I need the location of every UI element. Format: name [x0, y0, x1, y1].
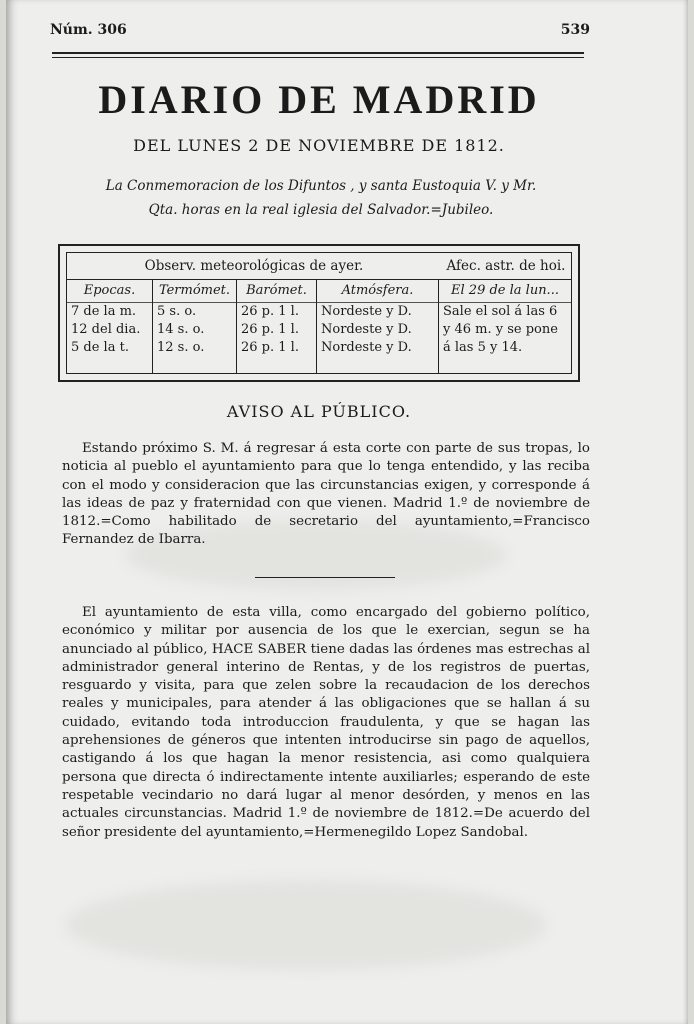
table-cell: 12 del dia.	[71, 322, 141, 337]
column-astro: El 29 de la lun... Sale el sol á las 6 y 46 m. y se pone á las 5 y 14.	[439, 280, 571, 374]
aviso-heading: AVISO AL PÚBLICO.	[226, 402, 412, 421]
table-cell: 5 de la t.	[71, 340, 129, 355]
saints-line-1: La Conmemoracion de los Difuntos , y santa Eustoquia V. y Mr.	[105, 178, 537, 194]
table-cell: 7 de la m.	[71, 304, 137, 319]
table-cell: 26 p. 1 l.	[241, 322, 299, 337]
astro-title: Afec. astr. de hoi.	[446, 258, 566, 274]
header-rule	[52, 52, 584, 58]
table-cell: á las 5 y 14.	[443, 340, 523, 355]
table-cell: Nordeste y D.	[321, 340, 412, 355]
table-cell: 14 s. o.	[157, 322, 205, 337]
issue-number: Núm. 306	[50, 22, 127, 38]
weather-title: Observ. meteorológicas de ayer.	[144, 258, 364, 274]
table-cell: 12 s. o.	[157, 340, 205, 355]
column-termometro: Termómet. 5 s. o. 14 s. o. 12 s. o.	[153, 280, 237, 374]
column-epocas: Epocas. 7 de la m. 12 del dia. 5 de la t.	[67, 280, 153, 374]
table-cell: Nordeste y D.	[321, 322, 412, 337]
column-barometro: Barómet. 26 p. 1 l. 26 p. 1 l. 26 p. 1 l.	[237, 280, 317, 374]
table-cell: Nordeste y D.	[321, 304, 412, 319]
column-atmosfera: Atmósfera. Nordeste y D. Nordeste y D. Nordeste y D.	[317, 280, 439, 374]
table-cell: 5 s. o.	[157, 304, 197, 319]
newspaper-title: DIARIO DE MADRID	[98, 77, 540, 122]
newspaper-page	[6, 0, 688, 1024]
issue-date: DEL LUNES 2 DE NOVIEMBRE DE 1812.	[133, 136, 505, 155]
page-number: 539	[560, 22, 590, 38]
saints-line-2: Qta. horas en la real iglesia del Salvador.=Jubileo.	[148, 202, 494, 218]
weather-table	[58, 244, 580, 382]
table-cell: Sale el sol á las 6	[443, 304, 558, 319]
page-header	[50, 22, 590, 38]
notice-paragraph: El ayuntamiento de esta villa, como encargado del gobierno político, económico y militar por ausencia de los que le exercian, segun se ha anunciado al público, HACE SABER tiene dadas las órdenes mas estrechas al administrador general interino de Rentas, y de los registros de puertas, resguardo y visita, para que zelen sobre la recaudacion de los derechos reales y municipales, para atender á las obligaciones que se hallan á su cuidado, evitando toda introduccion fraudulenta, y que se hagan las aprehensiones de géneros que intenten introducirse sin pago de aquellos, castigando á los que hagan la menor resistencia, asi como qualquiera persona que directa ó indirectamente intente auxiliarles; esperando de este respetable vecindario no dará lugar al menor desórden, y menos en las actuales circunstancias. Madrid 1.º de noviembre de 1812.=De acuerdo del señor presidente del ayuntamiento,=Hermenegildo Lopez Sandobal.	[62, 605, 590, 840]
table-cell: y 46 m. y se pone	[443, 322, 558, 337]
table-cell: 26 p. 1 l.	[241, 304, 299, 319]
saints-of-day	[66, 174, 576, 222]
aviso-paragraph: Estando próximo S. M. á regresar á esta corte con parte de sus tropas, lo noticia al pueblo el ayuntamiento para que lo tenga entendido, y las reciba con el modo y consideracion que las circunstancias exigen, y corresponde á las ideas de paz y fraternidad con que vienen. Madrid 1.º de noviembre de 1812.=Como habilitado de secretario del ayuntamiento,=Francisco Fernandez de Ibarra.	[62, 441, 590, 548]
table-cell: 26 p. 1 l.	[241, 340, 299, 355]
section-divider	[255, 577, 395, 578]
